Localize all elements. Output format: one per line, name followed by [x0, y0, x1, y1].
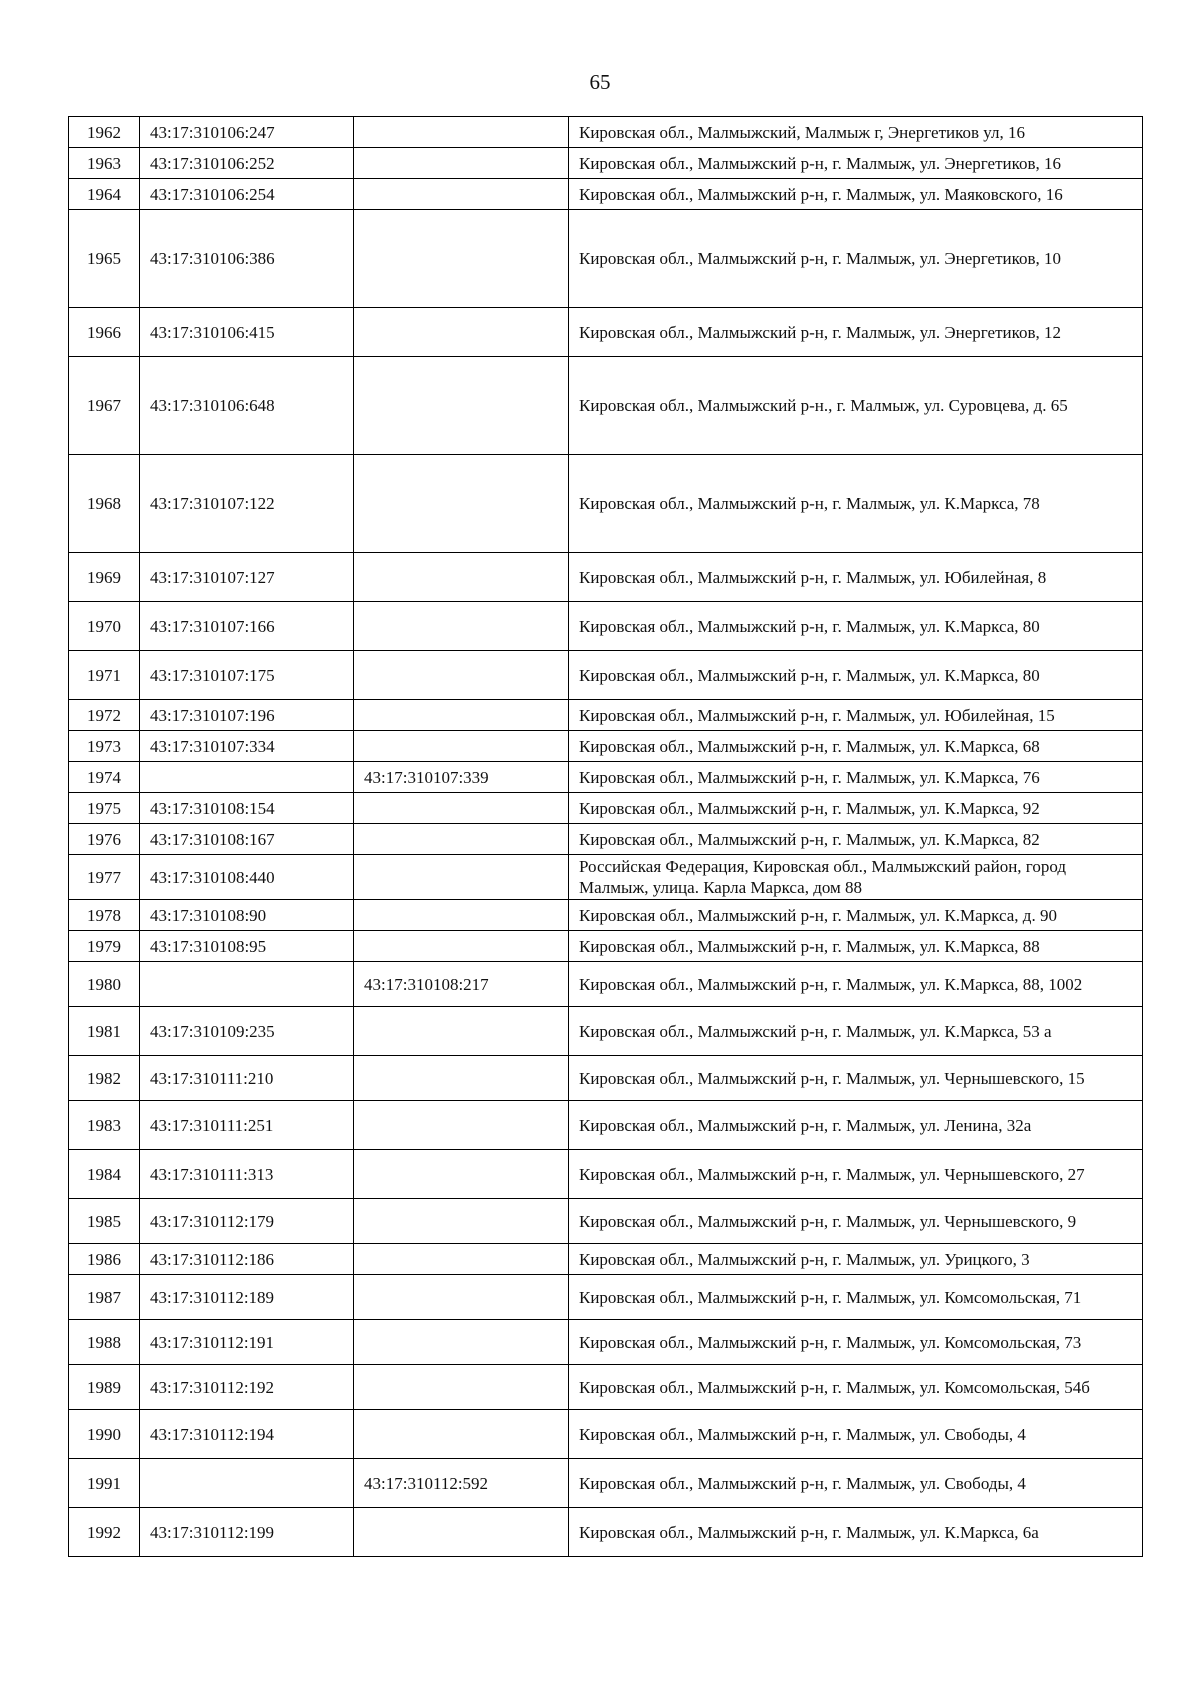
table-row — [69, 700, 1143, 731]
row-number-cell: 1981 — [69, 1007, 140, 1056]
table-row — [69, 210, 1143, 308]
table-row — [69, 900, 1143, 931]
building-cadastral-number-cell — [354, 1244, 569, 1275]
address-cell: Кировская обл., Малмыжский р-н, г. Малмыж, ул. К.Маркса, 88 — [569, 931, 1143, 962]
cadastral-number-cell: 43:17:310111:313 — [140, 1150, 354, 1199]
row-number-cell: 1967 — [69, 357, 140, 455]
address-cell: Кировская обл., Малмыжский р-н, г. Малмыж, ул. Чернышевского, 15 — [569, 1056, 1143, 1101]
building-cadastral-number-cell — [354, 117, 569, 148]
row-number-cell: 1987 — [69, 1275, 140, 1320]
cadastral-number-cell: 43:17:310107:175 — [140, 651, 354, 700]
address-cell: Кировская обл., Малмыжский р-н., г. Малмыж, ул. Суровцева, д. 65 — [569, 357, 1143, 455]
table-row — [69, 1150, 1143, 1199]
table-row — [69, 731, 1143, 762]
row-number-cell: 1991 — [69, 1459, 140, 1508]
address-cell: Кировская обл., Малмыжский р-н, г. Малмыж, ул. Чернышевского, 9 — [569, 1199, 1143, 1244]
registry-table — [68, 116, 1143, 1557]
row-number-cell: 1971 — [69, 651, 140, 700]
address-cell: Кировская обл., Малмыжский р-н, г. Малмыж, ул. Юбилейная, 8 — [569, 553, 1143, 602]
building-cadastral-number-cell: 43:17:310107:339 — [354, 762, 569, 793]
address-cell: Кировская обл., Малмыжский р-н, г. Малмыж, ул. К.Маркса, 80 — [569, 651, 1143, 700]
table-row — [69, 148, 1143, 179]
building-cadastral-number-cell — [354, 179, 569, 210]
cadastral-number-cell: 43:17:310107:127 — [140, 553, 354, 602]
registry-table-body — [69, 117, 1143, 1557]
address-cell: Кировская обл., Малмыжский р-н, г. Малмыж, ул. К.Маркса, 82 — [569, 824, 1143, 855]
row-number-cell: 1989 — [69, 1365, 140, 1410]
row-number-cell: 1979 — [69, 931, 140, 962]
building-cadastral-number-cell — [354, 148, 569, 179]
cadastral-number-cell: 43:17:310106:415 — [140, 308, 354, 357]
table-row — [69, 602, 1143, 651]
building-cadastral-number-cell — [354, 824, 569, 855]
table-row — [69, 455, 1143, 553]
address-cell: Кировская обл., Малмыжский р-н, г. Малмыж, ул. К.Маркса, д. 90 — [569, 900, 1143, 931]
building-cadastral-number-cell — [354, 1410, 569, 1459]
row-number-cell: 1986 — [69, 1244, 140, 1275]
row-number-cell: 1968 — [69, 455, 140, 553]
cadastral-number-cell: 43:17:310108:167 — [140, 824, 354, 855]
row-number-cell: 1973 — [69, 731, 140, 762]
building-cadastral-number-cell — [354, 793, 569, 824]
cadastral-number-cell: 43:17:310106:254 — [140, 179, 354, 210]
row-number-cell: 1977 — [69, 855, 140, 900]
address-cell: Кировская обл., Малмыжский р-н, г. Малмыж, ул. Энергетиков, 12 — [569, 308, 1143, 357]
address-cell: Кировская обл., Малмыжский р-н, г. Малмыж, ул. К.Маркса, 53 а — [569, 1007, 1143, 1056]
address-cell: Кировская обл., Малмыжский р-н, г. Малмыж, ул. Чернышевского, 27 — [569, 1150, 1143, 1199]
building-cadastral-number-cell — [354, 731, 569, 762]
building-cadastral-number-cell — [354, 651, 569, 700]
table-row — [69, 1508, 1143, 1557]
cadastral-number-cell — [140, 1459, 354, 1508]
table-row — [69, 762, 1143, 793]
table-row — [69, 1199, 1143, 1244]
table-row — [69, 117, 1143, 148]
cadastral-number-cell: 43:17:310111:251 — [140, 1101, 354, 1150]
row-number-cell: 1980 — [69, 962, 140, 1007]
building-cadastral-number-cell — [354, 1056, 569, 1101]
building-cadastral-number-cell — [354, 700, 569, 731]
building-cadastral-number-cell — [354, 308, 569, 357]
building-cadastral-number-cell — [354, 357, 569, 455]
address-cell: Кировская обл., Малмыжский р-н, г. Малмыж, ул. Ленина, 32а — [569, 1101, 1143, 1150]
table-row — [69, 357, 1143, 455]
address-cell: Кировская обл., Малмыжский р-н, г. Малмыж, ул. Комсомольская, 73 — [569, 1320, 1143, 1365]
table-row — [69, 1410, 1143, 1459]
building-cadastral-number-cell — [354, 1007, 569, 1056]
table-row — [69, 931, 1143, 962]
cadastral-number-cell: 43:17:310108:154 — [140, 793, 354, 824]
building-cadastral-number-cell — [354, 602, 569, 651]
row-number-cell: 1969 — [69, 553, 140, 602]
address-cell: Кировская обл., Малмыжский р-н, г. Малмыж, ул. К.Маркса, 88, 1002 — [569, 962, 1143, 1007]
cadastral-number-cell: 43:17:310107:166 — [140, 602, 354, 651]
building-cadastral-number-cell — [354, 553, 569, 602]
building-cadastral-number-cell — [354, 1101, 569, 1150]
cadastral-number-cell: 43:17:310112:189 — [140, 1275, 354, 1320]
address-cell: Кировская обл., Малмыжский р-н, г. Малмыж, ул. Комсомольская, 71 — [569, 1275, 1143, 1320]
address-cell: Кировская обл., Малмыжский р-н, г. Малмыж, ул. Урицкого, 3 — [569, 1244, 1143, 1275]
cadastral-number-cell: 43:17:310112:191 — [140, 1320, 354, 1365]
table-row — [69, 1101, 1143, 1150]
cadastral-number-cell: 43:17:310106:247 — [140, 117, 354, 148]
cadastral-number-cell: 43:17:310112:192 — [140, 1365, 354, 1410]
building-cadastral-number-cell — [354, 1275, 569, 1320]
row-number-cell: 1963 — [69, 148, 140, 179]
table-row — [69, 179, 1143, 210]
row-number-cell: 1990 — [69, 1410, 140, 1459]
table-row — [69, 855, 1143, 900]
cadastral-number-cell: 43:17:310108:440 — [140, 855, 354, 900]
row-number-cell: 1972 — [69, 700, 140, 731]
address-cell: Кировская обл., Малмыжский р-н, г. Малмыж, ул. Свободы, 4 — [569, 1410, 1143, 1459]
address-cell: Кировская обл., Малмыжский р-н, г. Малмыж, ул. Энергетиков, 10 — [569, 210, 1143, 308]
building-cadastral-number-cell — [354, 1199, 569, 1244]
cadastral-number-cell: 43:17:310108:90 — [140, 900, 354, 931]
row-number-cell: 1975 — [69, 793, 140, 824]
cadastral-number-cell: 43:17:310109:235 — [140, 1007, 354, 1056]
table-row — [69, 1007, 1143, 1056]
address-cell: Кировская обл., Малмыжский р-н, г. Малмыж, ул. Маяковского, 16 — [569, 179, 1143, 210]
building-cadastral-number-cell: 43:17:310112:592 — [354, 1459, 569, 1508]
table-row — [69, 308, 1143, 357]
cadastral-number-cell — [140, 962, 354, 1007]
building-cadastral-number-cell — [354, 931, 569, 962]
address-cell: Кировская обл., Малмыжский р-н, г. Малмыж, ул. Энергетиков, 16 — [569, 148, 1143, 179]
building-cadastral-number-cell — [354, 1508, 569, 1557]
row-number-cell: 1966 — [69, 308, 140, 357]
table-row — [69, 1365, 1143, 1410]
address-cell: Кировская обл., Малмыжский р-н, г. Малмыж, ул. К.Маркса, 68 — [569, 731, 1143, 762]
cadastral-number-cell — [140, 762, 354, 793]
building-cadastral-number-cell: 43:17:310108:217 — [354, 962, 569, 1007]
address-cell: Кировская обл., Малмыжский р-н, г. Малмыж, ул. К.Маркса, 76 — [569, 762, 1143, 793]
cadastral-number-cell: 43:17:310112:194 — [140, 1410, 354, 1459]
table-row — [69, 1244, 1143, 1275]
row-number-cell: 1978 — [69, 900, 140, 931]
building-cadastral-number-cell — [354, 210, 569, 308]
building-cadastral-number-cell — [354, 855, 569, 900]
building-cadastral-number-cell — [354, 455, 569, 553]
address-cell: Кировская обл., Малмыжский, Малмыж г, Энергетиков ул, 16 — [569, 117, 1143, 148]
table-row — [69, 651, 1143, 700]
address-cell: Кировская обл., Малмыжский р-н, г. Малмыж, ул. К.Маркса, 92 — [569, 793, 1143, 824]
address-cell: Кировская обл., Малмыжский р-н, г. Малмыж, ул. К.Маркса, 80 — [569, 602, 1143, 651]
cadastral-number-cell: 43:17:310107:334 — [140, 731, 354, 762]
address-cell: Кировская обл., Малмыжский р-н, г. Малмыж, ул. К.Маркса, 6а — [569, 1508, 1143, 1557]
building-cadastral-number-cell — [354, 1365, 569, 1410]
table-row — [69, 1275, 1143, 1320]
building-cadastral-number-cell — [354, 900, 569, 931]
cadastral-number-cell: 43:17:310107:122 — [140, 455, 354, 553]
row-number-cell: 1992 — [69, 1508, 140, 1557]
address-cell: Российская Федерация, Кировская обл., Малмыжский район, город Малмыж, улица. Карла Маркса, дом 88 — [569, 855, 1143, 900]
row-number-cell: 1988 — [69, 1320, 140, 1365]
row-number-cell: 1985 — [69, 1199, 140, 1244]
table-row — [69, 1459, 1143, 1508]
row-number-cell: 1962 — [69, 117, 140, 148]
row-number-cell: 1983 — [69, 1101, 140, 1150]
building-cadastral-number-cell — [354, 1320, 569, 1365]
table-row — [69, 824, 1143, 855]
row-number-cell: 1974 — [69, 762, 140, 793]
page-number: 65 — [589, 70, 611, 94]
cadastral-number-cell: 43:17:310112:179 — [140, 1199, 354, 1244]
address-cell: Кировская обл., Малмыжский р-н, г. Малмыж, ул. Комсомольская, 54б — [569, 1365, 1143, 1410]
cadastral-number-cell: 43:17:310106:648 — [140, 357, 354, 455]
row-number-cell: 1982 — [69, 1056, 140, 1101]
row-number-cell: 1965 — [69, 210, 140, 308]
cadastral-number-cell: 43:17:310108:95 — [140, 931, 354, 962]
table-row — [69, 1320, 1143, 1365]
table-row — [69, 553, 1143, 602]
table-row — [69, 962, 1143, 1007]
address-cell: Кировская обл., Малмыжский р-н, г. Малмыж, ул. Свободы, 4 — [569, 1459, 1143, 1508]
table-row — [69, 793, 1143, 824]
row-number-cell: 1970 — [69, 602, 140, 651]
row-number-cell: 1976 — [69, 824, 140, 855]
address-cell: Кировская обл., Малмыжский р-н, г. Малмыж, ул. К.Маркса, 78 — [569, 455, 1143, 553]
row-number-cell: 1964 — [69, 179, 140, 210]
row-number-cell: 1984 — [69, 1150, 140, 1199]
cadastral-number-cell: 43:17:310112:199 — [140, 1508, 354, 1557]
cadastral-number-cell: 43:17:310111:210 — [140, 1056, 354, 1101]
cadastral-number-cell: 43:17:310106:386 — [140, 210, 354, 308]
table-row — [69, 1056, 1143, 1101]
address-cell: Кировская обл., Малмыжский р-н, г. Малмыж, ул. Юбилейная, 15 — [569, 700, 1143, 731]
cadastral-number-cell: 43:17:310107:196 — [140, 700, 354, 731]
cadastral-number-cell: 43:17:310106:252 — [140, 148, 354, 179]
building-cadastral-number-cell — [354, 1150, 569, 1199]
cadastral-number-cell: 43:17:310112:186 — [140, 1244, 354, 1275]
